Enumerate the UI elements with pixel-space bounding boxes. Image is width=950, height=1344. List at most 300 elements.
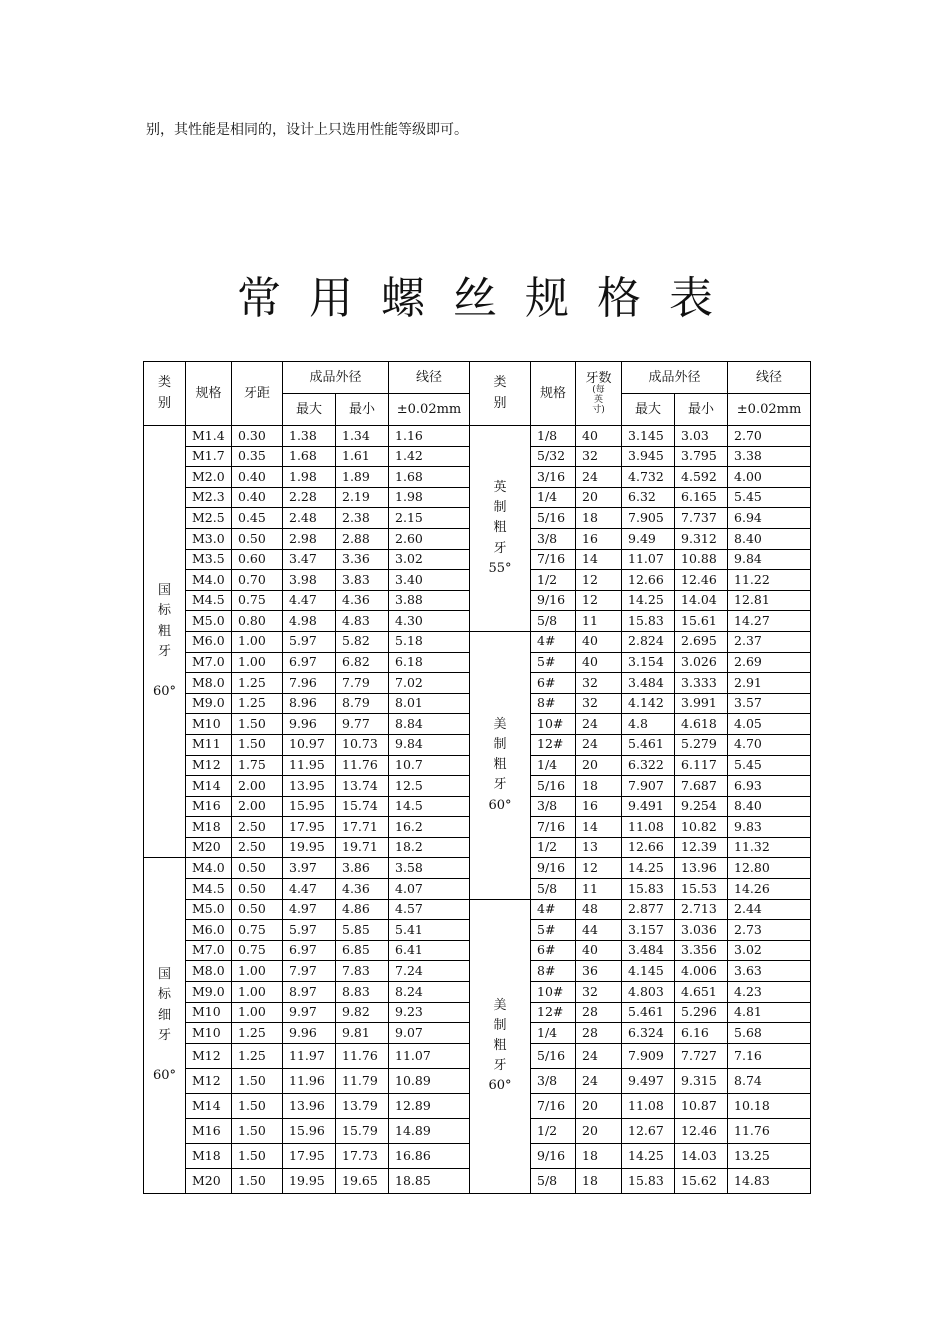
od-min-cell: 10.73	[336, 734, 389, 755]
od-max-cell: 5.97	[283, 631, 336, 652]
od-max-cell: 3.484	[622, 673, 675, 694]
pitch-cell: 0.40	[232, 467, 283, 488]
header-min: 最小	[336, 394, 389, 426]
od-max-cell: 7.97	[283, 961, 336, 982]
od-min-cell: 15.62	[675, 1168, 728, 1193]
wire-diameter-cell: 9.07	[389, 1023, 470, 1044]
od-min-cell: 3.795	[675, 446, 728, 467]
wire-diameter-cell: 1.16	[389, 426, 470, 447]
pitch-cell: 0.40	[232, 487, 283, 508]
spec-cell: M2.5	[186, 508, 232, 529]
wire-diameter-cell: 4.23	[728, 982, 811, 1003]
od-min-cell: 5.279	[675, 734, 728, 755]
od-max-cell: 1.38	[283, 426, 336, 447]
spec-cell: 1/4	[531, 1023, 576, 1044]
od-max-cell: 4.145	[622, 961, 675, 982]
od-min-cell: 4.006	[675, 961, 728, 982]
pitch-cell: 2.50	[232, 817, 283, 838]
od-min-cell: 9.77	[336, 714, 389, 735]
od-min-cell: 7.687	[675, 776, 728, 797]
screw-spec-table	[143, 361, 811, 1194]
od-max-cell: 5.461	[622, 734, 675, 755]
spec-cell: 1/8	[531, 426, 576, 447]
od-max-cell: 3.98	[283, 570, 336, 591]
header-pitch: 牙距	[232, 362, 283, 426]
od-max-cell: 8.97	[283, 982, 336, 1003]
category-cell-right: 美 制 粗 牙 60°	[470, 899, 531, 1193]
pitch-cell: 0.50	[232, 858, 283, 879]
od-max-cell: 2.877	[622, 899, 675, 920]
tpi-cell: 14	[576, 549, 622, 570]
spec-cell: M18	[186, 817, 232, 838]
od-min-cell: 15.74	[336, 796, 389, 817]
pitch-cell: 1.50	[232, 1143, 283, 1168]
pitch-cell: 0.35	[232, 446, 283, 467]
spec-cell: M14	[186, 1093, 232, 1118]
od-min-cell: 3.036	[675, 920, 728, 941]
tpi-cell: 32	[576, 982, 622, 1003]
pitch-cell: 2.00	[232, 776, 283, 797]
spec-cell: 5/16	[531, 508, 576, 529]
od-min-cell: 9.82	[336, 1002, 389, 1023]
od-min-cell: 7.737	[675, 508, 728, 529]
wire-diameter-cell: 18.85	[389, 1168, 470, 1193]
tpi-cell: 16	[576, 796, 622, 817]
wire-diameter-cell: 11.76	[728, 1118, 811, 1143]
wire-diameter-cell: 3.58	[389, 858, 470, 879]
tpi-cell: 32	[576, 446, 622, 467]
spec-cell: M10	[186, 1023, 232, 1044]
tpi-cell: 48	[576, 899, 622, 920]
od-max-cell: 4.47	[283, 590, 336, 611]
pitch-cell: 1.00	[232, 652, 283, 673]
od-max-cell: 2.98	[283, 528, 336, 549]
od-min-cell: 4.592	[675, 467, 728, 488]
wire-diameter-cell: 8.74	[728, 1068, 811, 1093]
od-max-cell: 10.97	[283, 734, 336, 755]
od-max-cell: 7.907	[622, 776, 675, 797]
spec-cell: M2.3	[186, 487, 232, 508]
od-min-cell: 9.254	[675, 796, 728, 817]
od-min-cell: 3.03	[675, 426, 728, 447]
od-min-cell: 9.81	[336, 1023, 389, 1044]
wire-diameter-cell: 16.2	[389, 817, 470, 838]
spec-cell: M16	[186, 1118, 232, 1143]
od-min-cell: 6.165	[675, 487, 728, 508]
pitch-cell: 1.00	[232, 982, 283, 1003]
wire-diameter-cell: 5.68	[728, 1023, 811, 1044]
wire-diameter-cell: 8.40	[728, 528, 811, 549]
spec-cell: M18	[186, 1143, 232, 1168]
spec-cell: 1/2	[531, 837, 576, 858]
tpi-cell: 12	[576, 858, 622, 879]
wire-diameter-cell: 3.40	[389, 570, 470, 591]
tpi-cell: 14	[576, 817, 622, 838]
od-min-cell: 17.73	[336, 1143, 389, 1168]
pitch-cell: 2.00	[232, 796, 283, 817]
wire-diameter-cell: 14.26	[728, 879, 811, 900]
tpi-cell: 24	[576, 1043, 622, 1068]
spec-cell: 4#	[531, 631, 576, 652]
wire-diameter-cell: 8.24	[389, 982, 470, 1003]
pitch-cell: 0.50	[232, 899, 283, 920]
spec-cell: M7.0	[186, 652, 232, 673]
od-min-cell: 3.356	[675, 940, 728, 961]
od-max-cell: 4.97	[283, 899, 336, 920]
pitch-cell: 0.75	[232, 590, 283, 611]
od-min-cell: 14.03	[675, 1143, 728, 1168]
wire-diameter-cell: 4.30	[389, 611, 470, 632]
od-min-cell: 10.88	[675, 549, 728, 570]
spec-cell: 3/8	[531, 528, 576, 549]
tpi-cell: 40	[576, 940, 622, 961]
tpi-cell: 20	[576, 1118, 622, 1143]
wire-diameter-cell: 10.18	[728, 1093, 811, 1118]
spec-cell: M11	[186, 734, 232, 755]
pitch-cell: 0.60	[232, 549, 283, 570]
od-max-cell: 5.97	[283, 920, 336, 941]
od-max-cell: 13.95	[283, 776, 336, 797]
od-max-cell: 9.96	[283, 714, 336, 735]
category-cell: 国 标 细 牙 60°	[144, 858, 186, 1193]
od-max-cell: 12.67	[622, 1118, 675, 1143]
pitch-cell: 0.70	[232, 570, 283, 591]
spec-cell: 6#	[531, 673, 576, 694]
wire-diameter-cell: 6.93	[728, 776, 811, 797]
od-min-cell: 15.79	[336, 1118, 389, 1143]
od-min-cell: 15.61	[675, 611, 728, 632]
od-max-cell: 5.461	[622, 1002, 675, 1023]
spec-cell: M1.7	[186, 446, 232, 467]
od-max-cell: 14.25	[622, 858, 675, 879]
od-max-cell: 2.28	[283, 487, 336, 508]
od-min-cell: 1.61	[336, 446, 389, 467]
tpi-cell: 16	[576, 528, 622, 549]
od-max-cell: 8.96	[283, 693, 336, 714]
od-max-cell: 4.732	[622, 467, 675, 488]
od-max-cell: 15.96	[283, 1118, 336, 1143]
spec-cell: M9.0	[186, 982, 232, 1003]
od-max-cell: 6.324	[622, 1023, 675, 1044]
spec-cell: M4.5	[186, 590, 232, 611]
spec-cell: M1.4	[186, 426, 232, 447]
header-threads-per-inch: 牙数 (每 英 寸)	[576, 362, 622, 426]
od-max-cell: 2.48	[283, 508, 336, 529]
wire-diameter-cell: 6.94	[728, 508, 811, 529]
od-min-cell: 4.36	[336, 879, 389, 900]
spec-cell: M3.5	[186, 549, 232, 570]
spec-cell: M14	[186, 776, 232, 797]
wire-diameter-cell: 2.91	[728, 673, 811, 694]
tpi-cell: 24	[576, 714, 622, 735]
od-min-cell: 7.83	[336, 961, 389, 982]
wire-diameter-cell: 12.81	[728, 590, 811, 611]
pitch-cell: 1.50	[232, 1068, 283, 1093]
od-max-cell: 14.25	[622, 590, 675, 611]
od-max-cell: 11.08	[622, 1093, 675, 1118]
category-cell-right: 英 制 粗 牙 55°	[470, 426, 531, 632]
wire-diameter-cell: 2.37	[728, 631, 811, 652]
spec-cell: M4.5	[186, 879, 232, 900]
tpi-cell: 24	[576, 1068, 622, 1093]
wire-diameter-cell: 2.73	[728, 920, 811, 941]
od-min-cell: 1.34	[336, 426, 389, 447]
spec-cell: 12#	[531, 1002, 576, 1023]
header-wire-diameter-right: 线径	[728, 362, 811, 394]
wire-diameter-cell: 13.25	[728, 1143, 811, 1168]
od-min-cell: 4.83	[336, 611, 389, 632]
wire-diameter-cell: 11.22	[728, 570, 811, 591]
od-min-cell: 13.79	[336, 1093, 389, 1118]
od-max-cell: 7.96	[283, 673, 336, 694]
od-max-cell: 15.83	[622, 1168, 675, 1193]
od-max-cell: 11.97	[283, 1043, 336, 1068]
spec-cell: 5/8	[531, 611, 576, 632]
pitch-cell: 1.25	[232, 1023, 283, 1044]
wire-diameter-cell: 14.83	[728, 1168, 811, 1193]
od-max-cell: 11.07	[622, 549, 675, 570]
od-min-cell: 6.82	[336, 652, 389, 673]
header-max: 最大	[283, 394, 336, 426]
od-min-cell: 12.39	[675, 837, 728, 858]
wire-diameter-cell: 6.18	[389, 652, 470, 673]
od-min-cell: 4.36	[336, 590, 389, 611]
header-outer-diameter: 成品外径	[283, 362, 389, 394]
spec-cell: 5#	[531, 652, 576, 673]
pitch-cell: 1.50	[232, 1118, 283, 1143]
od-max-cell: 4.803	[622, 982, 675, 1003]
od-min-cell: 9.315	[675, 1068, 728, 1093]
wire-diameter-cell: 4.05	[728, 714, 811, 735]
wire-diameter-cell: 2.15	[389, 508, 470, 529]
od-max-cell: 19.95	[283, 837, 336, 858]
od-max-cell: 15.83	[622, 879, 675, 900]
wire-diameter-cell: 6.41	[389, 940, 470, 961]
spec-cell: M9.0	[186, 693, 232, 714]
spec-cell: M6.0	[186, 920, 232, 941]
pitch-cell: 1.50	[232, 734, 283, 755]
wire-diameter-cell: 2.69	[728, 652, 811, 673]
header-min-right: 最小	[675, 394, 728, 426]
od-max-cell: 3.157	[622, 920, 675, 941]
od-min-cell: 1.89	[336, 467, 389, 488]
od-min-cell: 3.86	[336, 858, 389, 879]
spec-cell: 5/8	[531, 1168, 576, 1193]
spec-cell: M8.0	[186, 673, 232, 694]
header-spec-right: 规格	[531, 362, 576, 426]
spec-cell: 7/16	[531, 1093, 576, 1118]
od-min-cell: 3.026	[675, 652, 728, 673]
od-max-cell: 6.97	[283, 652, 336, 673]
od-max-cell: 6.97	[283, 940, 336, 961]
spec-cell: 4#	[531, 899, 576, 920]
tpi-cell: 20	[576, 1093, 622, 1118]
wire-diameter-cell: 2.44	[728, 899, 811, 920]
spec-cell: M4.0	[186, 570, 232, 591]
od-max-cell: 15.83	[622, 611, 675, 632]
wire-diameter-cell: 3.63	[728, 961, 811, 982]
pitch-cell: 1.00	[232, 631, 283, 652]
tpi-cell: 18	[576, 776, 622, 797]
od-min-cell: 19.71	[336, 837, 389, 858]
od-min-cell: 11.76	[336, 1043, 389, 1068]
od-min-cell: 13.74	[336, 776, 389, 797]
tpi-cell: 40	[576, 426, 622, 447]
od-min-cell: 2.88	[336, 528, 389, 549]
spec-cell: 1/2	[531, 1118, 576, 1143]
spec-cell: 5/8	[531, 879, 576, 900]
od-max-cell: 11.96	[283, 1068, 336, 1093]
spec-cell: 3/8	[531, 796, 576, 817]
od-max-cell: 9.497	[622, 1068, 675, 1093]
od-max-cell: 1.68	[283, 446, 336, 467]
wire-diameter-cell: 3.02	[728, 940, 811, 961]
pitch-cell: 0.50	[232, 879, 283, 900]
od-min-cell: 2.713	[675, 899, 728, 920]
od-max-cell: 4.98	[283, 611, 336, 632]
wire-diameter-cell: 3.38	[728, 446, 811, 467]
spec-cell: M6.0	[186, 631, 232, 652]
wire-diameter-cell: 5.41	[389, 920, 470, 941]
table-row	[144, 899, 811, 920]
wire-diameter-cell: 8.84	[389, 714, 470, 735]
tpi-cell: 32	[576, 693, 622, 714]
header-max-right: 最大	[622, 394, 675, 426]
spec-cell: 9/16	[531, 858, 576, 879]
spec-cell: M5.0	[186, 611, 232, 632]
od-min-cell: 5.296	[675, 1002, 728, 1023]
wire-diameter-cell: 2.70	[728, 426, 811, 447]
od-min-cell: 2.19	[336, 487, 389, 508]
tpi-cell: 12	[576, 590, 622, 611]
od-min-cell: 10.87	[675, 1093, 728, 1118]
od-max-cell: 1.98	[283, 467, 336, 488]
pitch-cell: 1.50	[232, 714, 283, 735]
tpi-cell: 18	[576, 508, 622, 529]
header-wire-diameter: 线径	[389, 362, 470, 394]
wire-diameter-cell: 14.27	[728, 611, 811, 632]
wire-diameter-cell: 10.89	[389, 1068, 470, 1093]
wire-diameter-cell: 11.07	[389, 1043, 470, 1068]
pitch-cell: 0.75	[232, 940, 283, 961]
od-min-cell: 13.96	[675, 858, 728, 879]
category-cell-right: 美 制 粗 牙 60°	[470, 631, 531, 899]
wire-diameter-cell: 5.18	[389, 631, 470, 652]
wire-diameter-cell: 14.89	[389, 1118, 470, 1143]
od-max-cell: 3.97	[283, 858, 336, 879]
od-max-cell: 9.491	[622, 796, 675, 817]
wire-diameter-cell: 5.45	[728, 755, 811, 776]
spec-cell: 5#	[531, 920, 576, 941]
od-min-cell: 6.85	[336, 940, 389, 961]
od-max-cell: 2.824	[622, 631, 675, 652]
wire-diameter-cell: 1.98	[389, 487, 470, 508]
od-min-cell: 7.79	[336, 673, 389, 694]
pitch-cell: 1.25	[232, 693, 283, 714]
wire-diameter-cell: 14.5	[389, 796, 470, 817]
tpi-cell: 28	[576, 1023, 622, 1044]
tpi-cell: 20	[576, 755, 622, 776]
wire-diameter-cell: 16.86	[389, 1143, 470, 1168]
tpi-cell: 11	[576, 611, 622, 632]
category-cell: 国 标 粗 牙 60°	[144, 426, 186, 858]
spec-cell: M2.0	[186, 467, 232, 488]
spec-cell: M12	[186, 1068, 232, 1093]
spec-cell: M8.0	[186, 961, 232, 982]
od-min-cell: 3.36	[336, 549, 389, 570]
spec-cell: 3/8	[531, 1068, 576, 1093]
od-min-cell: 7.727	[675, 1043, 728, 1068]
spec-cell: 9/16	[531, 1143, 576, 1168]
od-min-cell: 6.16	[675, 1023, 728, 1044]
od-max-cell: 15.95	[283, 796, 336, 817]
tpi-cell: 40	[576, 631, 622, 652]
od-max-cell: 3.154	[622, 652, 675, 673]
spec-cell: 10#	[531, 714, 576, 735]
od-max-cell: 17.95	[283, 1143, 336, 1168]
od-max-cell: 4.47	[283, 879, 336, 900]
wire-diameter-cell: 4.07	[389, 879, 470, 900]
od-max-cell: 12.66	[622, 570, 675, 591]
pitch-cell: 1.00	[232, 961, 283, 982]
od-min-cell: 15.53	[675, 879, 728, 900]
od-max-cell: 11.08	[622, 817, 675, 838]
tpi-cell: 40	[576, 652, 622, 673]
table-row	[144, 631, 811, 652]
header-spec: 规格	[186, 362, 232, 426]
od-max-cell: 7.905	[622, 508, 675, 529]
wire-diameter-cell: 4.70	[728, 734, 811, 755]
spec-cell: 5/16	[531, 776, 576, 797]
tpi-cell: 44	[576, 920, 622, 941]
od-min-cell: 17.71	[336, 817, 389, 838]
pitch-cell: 0.50	[232, 528, 283, 549]
od-max-cell: 13.96	[283, 1093, 336, 1118]
wire-diameter-cell: 4.00	[728, 467, 811, 488]
pitch-cell: 1.75	[232, 755, 283, 776]
spec-cell: 8#	[531, 961, 576, 982]
pitch-cell: 1.50	[232, 1093, 283, 1118]
header-tolerance: ±0.02mm	[389, 394, 470, 426]
wire-diameter-cell: 10.7	[389, 755, 470, 776]
od-max-cell: 3.47	[283, 549, 336, 570]
intro-text: 别，其性能是相同的，设计上只选用性能等级即可。	[146, 122, 468, 138]
header-tolerance-right: ±0.02mm	[728, 394, 811, 426]
spec-cell: 12#	[531, 734, 576, 755]
tpi-cell: 24	[576, 734, 622, 755]
od-min-cell: 14.04	[675, 590, 728, 611]
od-max-cell: 6.32	[622, 487, 675, 508]
wire-diameter-cell: 12.80	[728, 858, 811, 879]
wire-diameter-cell: 3.57	[728, 693, 811, 714]
wire-diameter-cell: 5.45	[728, 487, 811, 508]
od-min-cell: 11.79	[336, 1068, 389, 1093]
spec-cell: M16	[186, 796, 232, 817]
od-max-cell: 4.142	[622, 693, 675, 714]
od-max-cell: 19.95	[283, 1168, 336, 1193]
od-max-cell: 7.909	[622, 1043, 675, 1068]
wire-diameter-cell: 3.02	[389, 549, 470, 570]
wire-diameter-cell: 8.01	[389, 693, 470, 714]
wire-diameter-cell: 9.84	[389, 734, 470, 755]
spec-cell: M5.0	[186, 899, 232, 920]
od-min-cell: 4.651	[675, 982, 728, 1003]
pitch-cell: 1.25	[232, 1043, 283, 1068]
spec-cell: M20	[186, 1168, 232, 1193]
od-min-cell: 8.79	[336, 693, 389, 714]
tpi-cell: 18	[576, 1143, 622, 1168]
tpi-cell: 20	[576, 487, 622, 508]
